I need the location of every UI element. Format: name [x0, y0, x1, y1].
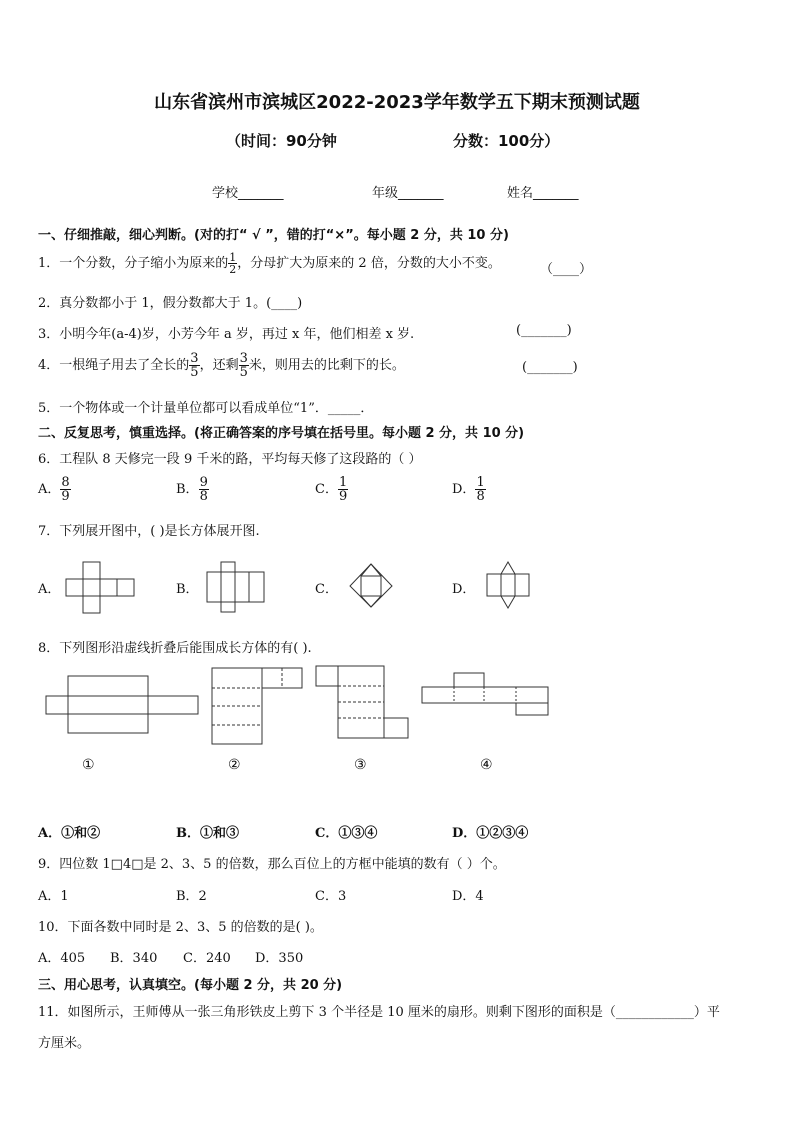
q1-frac-numerator: 1: [229, 251, 237, 264]
section-1-heading: 一、仔细推敲，细心判断。(对的打“ √ ”，错的打“×”。每小题 2 分，共 10 分): [38, 228, 509, 243]
section-3-heading: 三、用心思考，认真填空。(每小题 2 分，共 20 分): [38, 978, 343, 993]
q8-figure-4-label: ④: [480, 757, 493, 773]
q4-answer-blank[interactable]: (_______): [522, 360, 578, 375]
q8-figure-1: [46, 676, 200, 734]
q8-option-b[interactable]: B．①和③: [176, 826, 239, 841]
exam-score: 分数：100分）: [453, 132, 560, 150]
q4-fraction-1: [189, 352, 199, 379]
q7-net-d: [487, 562, 531, 610]
question-5: 5．一个物体或一个计量单位都可以看成单位“1”．_____．: [38, 401, 374, 416]
q8-option-d[interactable]: D．①②③④: [452, 826, 529, 841]
school-field: 学校_______: [212, 186, 284, 201]
question-10: 10．下面各数中同时是 2、3、5 的倍数的是( )。: [38, 920, 323, 935]
q6-option-d-label: D．: [452, 482, 476, 497]
q6-option-a[interactable]: [38, 476, 71, 503]
grade-field: 年级_______: [372, 186, 444, 201]
q8-figure-1-label: ①: [82, 757, 95, 773]
question-3: 3．小明今年(a-4)岁，小芳今年 a 岁，再过 x 年，他们相差 x 岁.: [38, 327, 415, 342]
q7-net-b: [207, 562, 265, 612]
q6-option-a-fraction: [60, 476, 70, 503]
q6-option-d[interactable]: [452, 476, 486, 503]
q7-net-a: [66, 562, 138, 612]
page-title: 山东省滨州市滨城区2022-2023学年数学五下期末预测试题: [154, 92, 640, 113]
frac-denominator: 9: [61, 489, 70, 504]
question-8: 8．下列图形沿虚线折叠后能围成长方体的有( ).: [38, 641, 312, 656]
frac-numerator: 1: [476, 475, 485, 490]
q10-option-d[interactable]: D．350: [255, 951, 304, 966]
question-4: [38, 352, 405, 379]
question-7: 7．下列展开图中，( )是长方体展开图.: [38, 524, 260, 539]
q4-text-mid: ，还剩: [199, 358, 239, 373]
q1-text-post: ，分母扩大为原来的 2 倍，分数的大小不变。: [237, 256, 501, 271]
name-field: 姓名_______: [507, 186, 579, 201]
section-2-heading: 二、反复思考，慎重选择。(将正确答案的序号填在括号里。每小题 2 分，共 10 分): [38, 426, 525, 441]
q6-option-c-label: C．: [315, 482, 338, 497]
frac-numerator: 9: [199, 475, 208, 490]
q4-text-pre: 4．一根绳子用去了全长的: [38, 358, 190, 373]
exam-time: （时间：90分钟: [226, 132, 337, 150]
frac-numerator: 1: [338, 475, 348, 490]
q6-option-b[interactable]: [176, 476, 209, 503]
q8-figure-4: [422, 673, 552, 717]
q9-option-c[interactable]: C．3: [315, 889, 347, 904]
question-1: [38, 252, 501, 275]
q4-text-post: 米，则用去的比剩下的长。: [248, 358, 405, 373]
q1-frac-denominator: 2: [229, 263, 237, 276]
q6-option-c[interactable]: [315, 476, 348, 503]
q9-option-b[interactable]: B．2: [176, 889, 207, 904]
q9-option-a[interactable]: A．1: [38, 889, 69, 904]
q8-figure-2-label: ②: [228, 757, 241, 773]
frac-denominator: 8: [199, 489, 208, 504]
q8-option-a[interactable]: A．①和②: [38, 826, 101, 841]
q7-net-c: [349, 564, 393, 608]
question-11-line-1: 11．如图所示，王师傅从一张三角形铁皮上剪下 3 个半径是 10 厘米的扇形。则剩下图形的面积是（____________）平: [38, 1005, 720, 1020]
q10-option-b[interactable]: B．340: [110, 951, 158, 966]
q8-figure-3-label: ③: [354, 757, 367, 773]
q4-frac1-denominator: 5: [190, 365, 199, 380]
q3-answer-blank[interactable]: (_______): [516, 323, 572, 338]
q8-option-c[interactable]: C．①③④: [315, 826, 378, 841]
q9-option-d[interactable]: D．4: [452, 889, 484, 904]
q7-option-a-label[interactable]: A．: [38, 582, 61, 597]
q8-figure-2: [212, 668, 304, 746]
q1-fraction: [228, 252, 237, 275]
q6-option-c-fraction: [338, 476, 348, 503]
q7-option-c-label[interactable]: C．: [315, 582, 338, 597]
q4-frac2-numerator: 3: [239, 351, 248, 366]
q4-frac2-denominator: 5: [239, 365, 248, 380]
q7-option-b-label[interactable]: B．: [176, 582, 199, 597]
q1-text-pre: 1．一个分数，分子缩小为原来的: [38, 256, 229, 271]
q8-figure-3: [316, 666, 410, 740]
q4-frac1-numerator: 3: [190, 351, 199, 366]
frac-denominator: 9: [338, 489, 348, 504]
q6-option-a-label: A．: [38, 482, 61, 497]
q10-option-c[interactable]: C．240: [183, 951, 231, 966]
q1-answer-blank[interactable]: （____）: [540, 262, 593, 277]
q6-option-d-fraction: [475, 476, 485, 503]
q6-option-b-fraction: [199, 476, 209, 503]
frac-denominator: 8: [476, 489, 485, 504]
q6-option-b-label: B．: [176, 482, 199, 497]
q10-option-a[interactable]: A．405: [38, 951, 86, 966]
question-11-line-2: 方厘米。: [38, 1036, 91, 1051]
question-6: 6．工程队 8 天修完一段 9 千米的路，平均每天修了这段路的（ ）: [38, 452, 422, 467]
frac-numerator: 8: [61, 475, 70, 490]
q7-option-d-label[interactable]: D．: [452, 582, 476, 597]
q4-fraction-2: [239, 352, 249, 379]
question-2: 2．真分数都小于 1，假分数都大于 1。(____): [38, 296, 303, 311]
question-9: 9．四位数 1□4□是 2、3、5 的倍数，那么百位上的方框中能填的数有（ ）个。: [38, 857, 506, 872]
